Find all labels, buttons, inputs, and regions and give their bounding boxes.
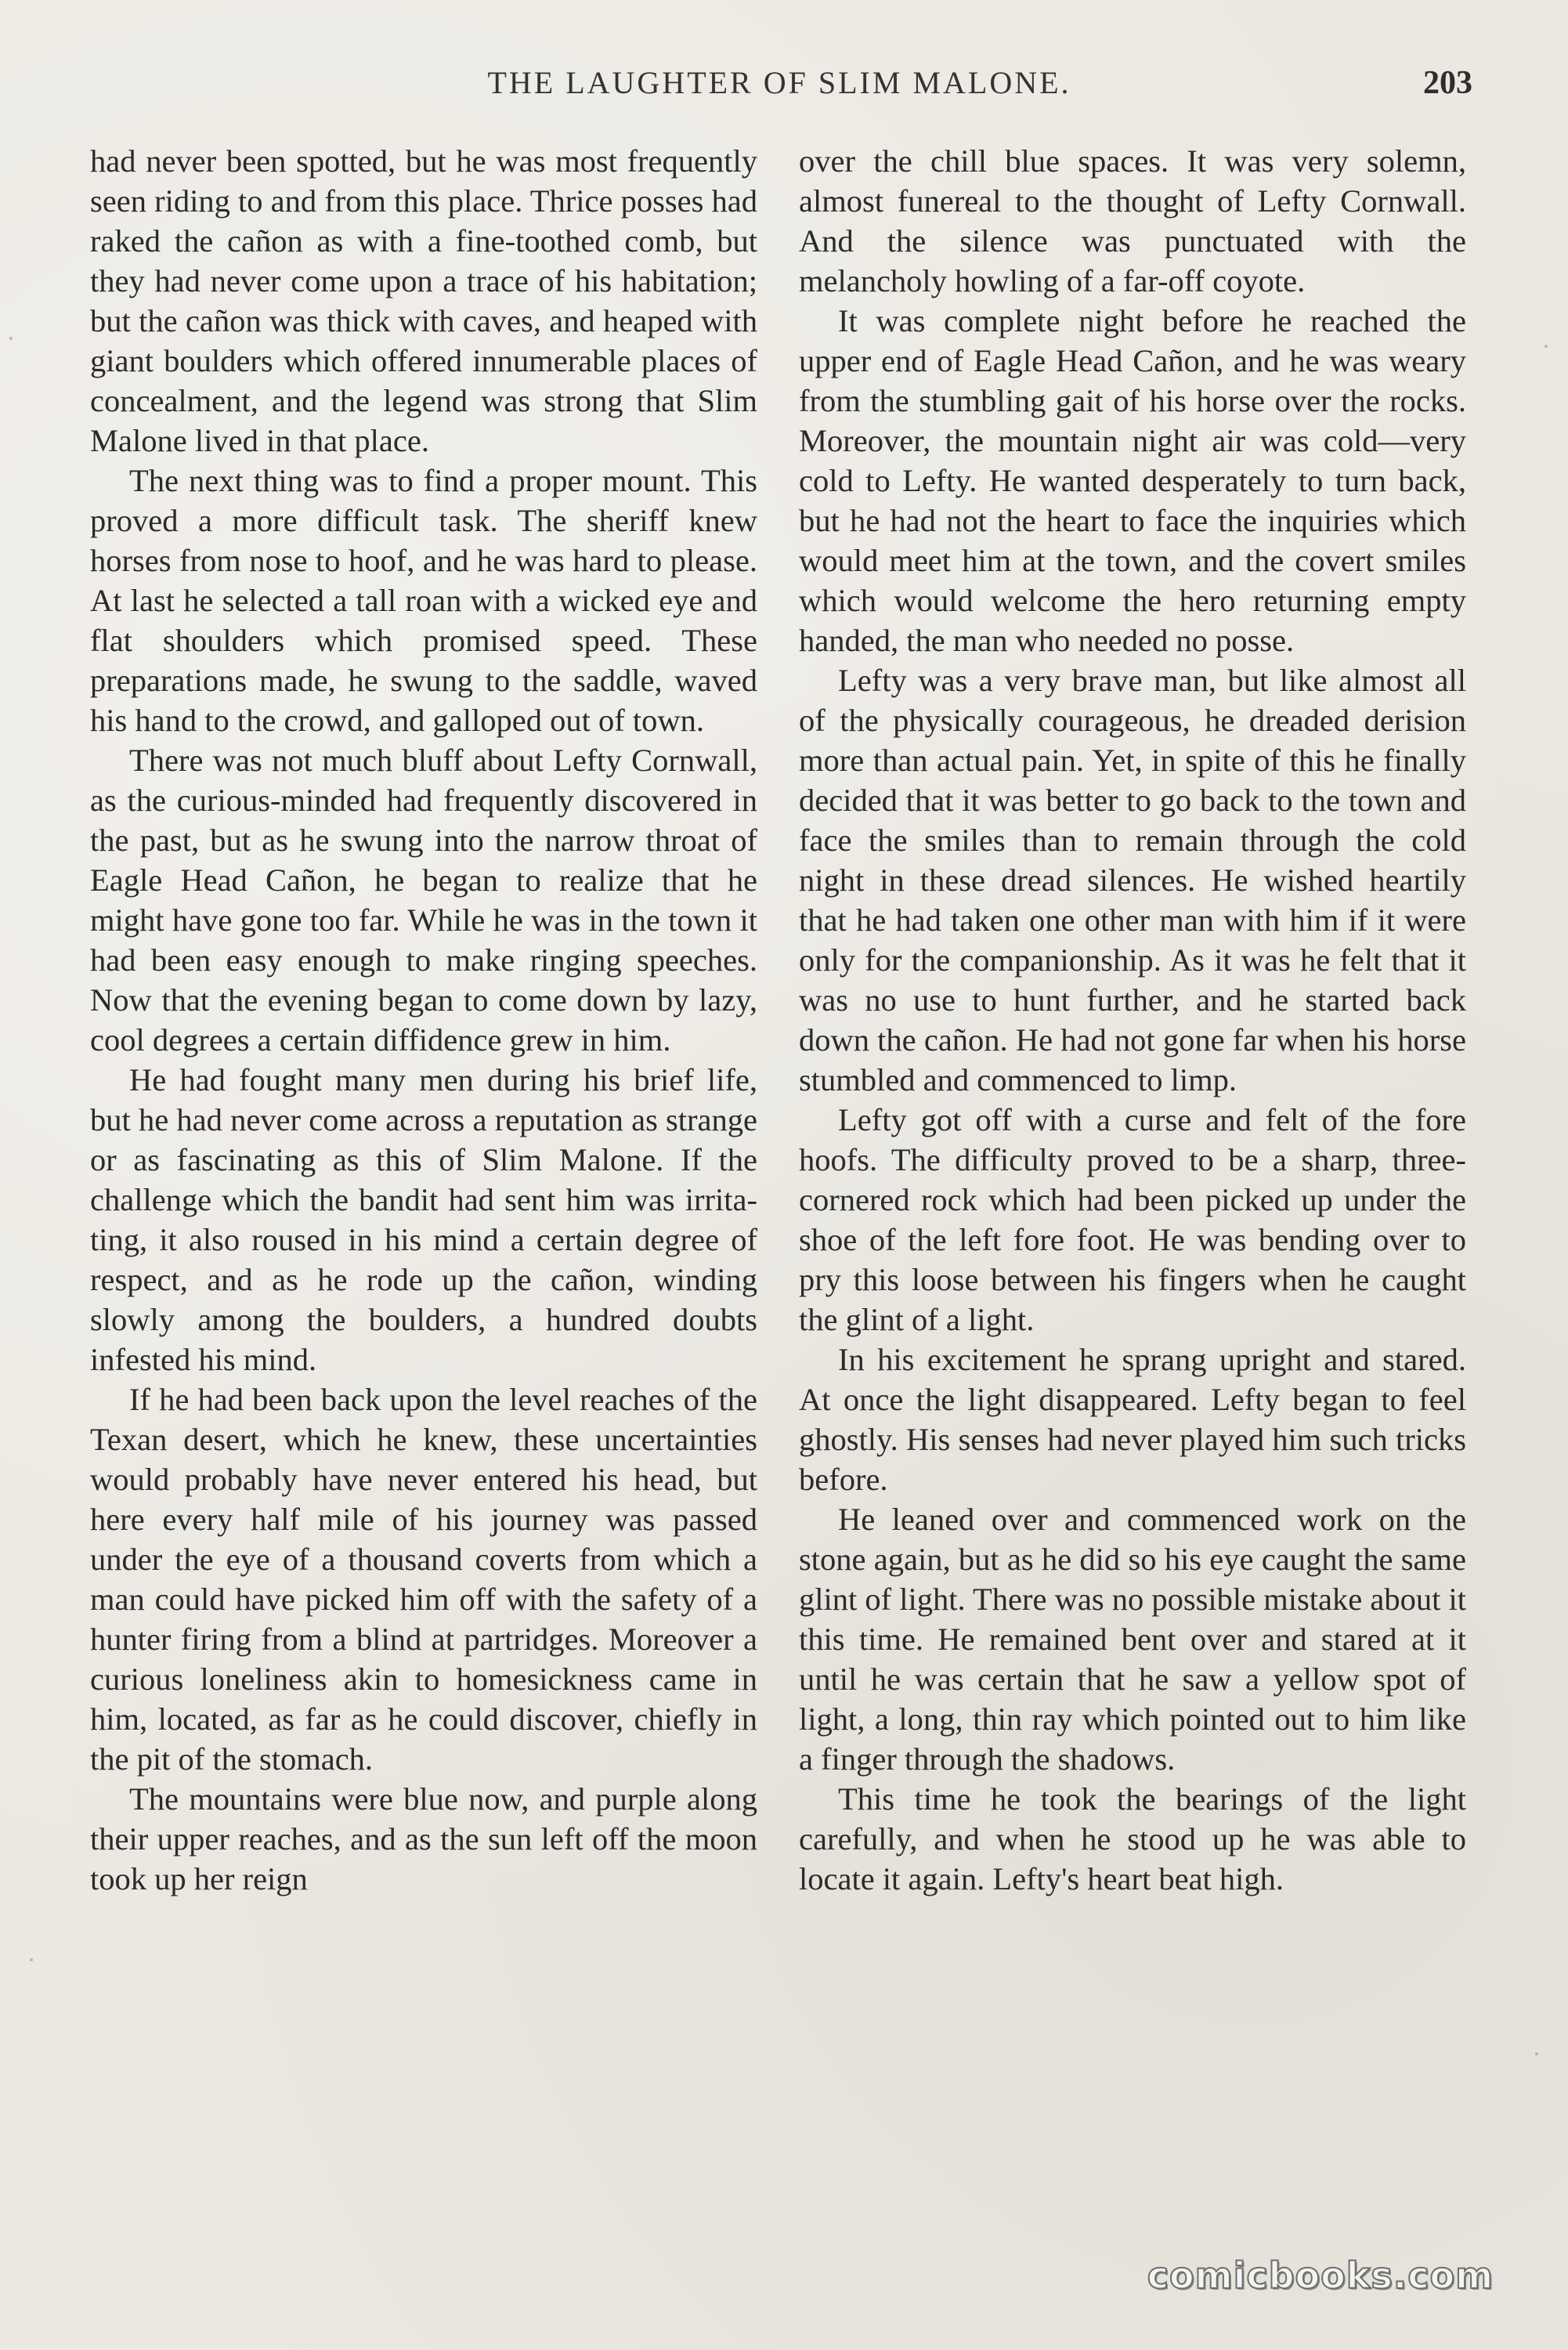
- paragraph: This time he took the bearings of the light carefully, and when he stood up he was able to locate it again. Lefty's heart beat high.: [799, 1781, 1466, 1896]
- right-column: [799, 141, 1466, 1899]
- paragraph: The mountains were blue now, and purple along their upper reaches, and as the sun left off the moon took up her reign: [90, 1781, 757, 1896]
- paragraph: He leaned over and commenced work on the stone again, but as he did so his eye caught the same glint of light. There was no possible mistake about it this time. He remained bent over and stared at it until he was certain that he saw a yellow spot of light, a long, thin ray which pointed out to him like a finger through the shadows.: [799, 1502, 1466, 1777]
- paragraph: It was complete night before he reached the upper end of Eagle Head Cañon, and he was weary from the stumbling gait of his horse over the rocks. Moreover, the mountain night air was cold—very cold to Lefty. He wanted desperately to turn back, but he had not the heart to face the inquiries which would meet him at the town, and the covert smiles which would welcome the hero returning empty handed, the man who needed no posse.: [799, 303, 1466, 658]
- paragraph: over the chill blue spaces. It was very solemn, almost funereal to the thought of Lefty Cornwall. And the silence was punctuated with the melancholy howling of a far-off coyote.: [799, 143, 1466, 298]
- paragraph: Lefty got off with a curse and felt of the fore hoofs. The difficulty proved to be a sharp, three-cornered rock which had been picked up under the shoe of the left fore foot. He was bending over to pry this loose between his fingers when he caught the glint of a light.: [799, 1102, 1466, 1337]
- paragraph: He had fought many men during his brief life, but he had never come across a reputation as strange or as fascinating as this of Slim Malone. If the challenge which the bandit had sent him was irritating, it also roused in his mind a certain degree of respect, and as he rode up the cañon, winding slowly among the boulders, a hundred doubts infested his mind.: [90, 1062, 757, 1377]
- page-number: 203: [1423, 65, 1472, 101]
- left-column: [90, 141, 757, 1899]
- running-title: THE LAUGHTER OF SLIM MALONE.: [487, 65, 1071, 100]
- paragraph: The next thing was to find a proper mount. This proved a more difficult task. The sheriff knew horses from nose to hoof, and he was hard to please. At last he selected a tall roan with a wicked eye and flat shoulders which promised speed. These preparations made, he swung to the saddle, waved his hand to the crowd, and galloped out of town.: [90, 463, 757, 738]
- running-head: [86, 64, 1472, 111]
- paragraph: Lefty was a very brave man, but like almost all of the physically courageous, he dreaded derision more than actual pain. Yet, in spite of this he finally decided that it was better to go back to the town and face the smiles than to remain through the cold night in these dread silences. He wished heartily that he had taken one other man with him if it were only for the companionship. As it was he felt that it was no use to hunt further, and he started back down the cañon. He had not gone far when his horse stumbled and commenced to limp.: [799, 663, 1466, 1097]
- paper-speck: [1535, 2052, 1538, 2055]
- paper-speck: [30, 1958, 33, 1961]
- paper-speck: [1545, 345, 1548, 348]
- paragraph: had never been spotted, but he was most frequently seen riding to and from this place. Thrice posses had raked the cañon as with a fine-toothed comb, but they had never come upon a trace of his habitation; but the cañon was thick with caves, and heaped with giant boulders which offered innumerable places of concealment, and the legend was strong that Slim Malone lived in that place.: [90, 143, 757, 458]
- paragraph: In his excitement he sprang upright and stared. At once the light disappeared. Lefty began to feel ghostly. His senses had never played him such tricks before.: [799, 1342, 1466, 1497]
- paper-speck: [9, 337, 13, 340]
- watermark-logo: comicbooks.com: [1147, 2254, 1494, 2297]
- paragraph: If he had been back upon the level reaches of the Texan desert, which he knew, these uncertainties would probably have never entered his head, but here every half mile of his journey was passed under the eye of a thousand coverts from which a man could have picked him off with the safety of a hunter firing from a blind at partridges. Moreover a curious loneliness akin to homesickness came in him, located, as far as he could discover, chiefly in the pit of the stomach.: [90, 1382, 757, 1777]
- paragraph: There was not much bluff about Lefty Cornwall, as the curious-minded had frequently discovered in the past, but as he swung into the narrow throat of Eagle Head Cañon, he began to realize that he might have gone too far. While he was in the town it had been easy enough to make ringing speeches. Now that the evening began to come down by lazy, cool degrees a certain diffidence grew in him.: [90, 743, 757, 1058]
